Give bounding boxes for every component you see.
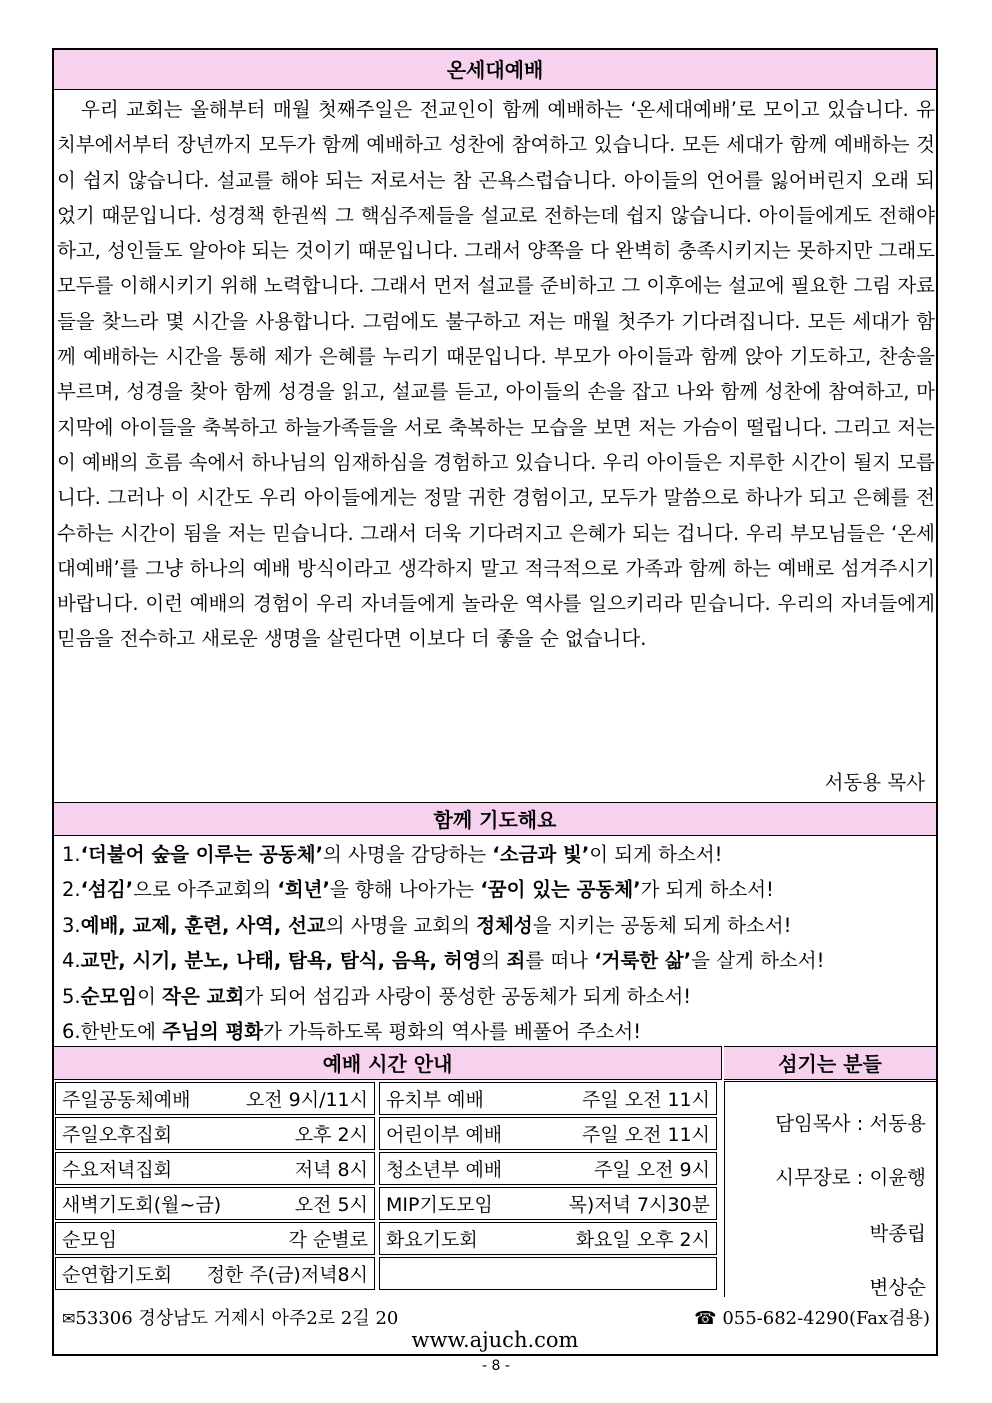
schedule-time: 정한 주(금)저녁8시 (206, 1264, 368, 1286)
prayer-text: 의 (481, 949, 507, 973)
schedule-cell (55, 1222, 375, 1255)
schedule-cell (55, 1117, 375, 1150)
schedule-cell (55, 1257, 375, 1290)
schedule-row (54, 1116, 722, 1151)
prayer-text: 을 지키는 공동체 되게 하소서! (532, 913, 792, 937)
schedule-row (54, 1256, 722, 1291)
schedule-time: 오전 9시/11시 (245, 1089, 368, 1111)
schedule-event: 순연합기도회 (62, 1264, 173, 1286)
schedule-cell (55, 1187, 375, 1220)
prayer-item (62, 837, 932, 872)
prayer-text: 2. (62, 878, 81, 902)
prayer-text: 으로 아주교회의 (133, 878, 278, 902)
schedule-event: 주일공동체예배 (62, 1089, 191, 1111)
schedule-row (54, 1081, 722, 1116)
prayer-text: ‘희년’ (277, 878, 330, 902)
prayer-text: 의 사명을 감당하는 (323, 843, 493, 866)
prayer-text: 를 떠나 (525, 949, 595, 973)
prayer-item (62, 1014, 932, 1049)
prayer-text: 교만, 시기, 분노, 나태, 탐욕, 탐식, 음욕, 허영 (80, 949, 482, 973)
mail-icon: ✉ (62, 1309, 76, 1328)
schedule-time: 주일 오전 9시 (594, 1159, 710, 1181)
prayer-text: 을 향해 나아가는 (329, 878, 481, 902)
prayer-text: 죄 (506, 949, 526, 973)
schedule-time: 저녁 8시 (294, 1159, 368, 1181)
prayer-text: 이 되게 하소서! (589, 843, 723, 866)
schedule-event: 순모임 (62, 1229, 118, 1251)
prayer-text: 을 살게 하소서! (691, 949, 825, 973)
schedule-cell (379, 1222, 717, 1255)
prayer-text: ‘더불어 숲을 이루는 공동체’ (80, 843, 323, 866)
prayer-item (62, 943, 932, 978)
prayer-text: 5. (62, 984, 81, 1008)
server-line: 시무장로 : 이윤행 (775, 1166, 926, 1189)
schedule-cell (55, 1082, 375, 1115)
schedule-event: 주일오후집회 (62, 1124, 173, 1146)
prayer-text: 가 가득하도록 평화의 역사를 베풀어 주소서! (263, 1020, 642, 1044)
servers-title: 섬기는 분들 (724, 1046, 936, 1080)
schedule-row (54, 1186, 722, 1221)
phone-icon: ☎ (694, 1308, 723, 1329)
prayer-text: 예배, 교제, 훈련, 사역, 선교 (80, 913, 326, 937)
footer (54, 1302, 936, 1354)
page-number: - 8 - (482, 1358, 510, 1374)
prayer-text: 작은 교회 (162, 984, 245, 1008)
prayer-text: ‘거룩한 삶’ (594, 949, 692, 973)
schedule-table (54, 1081, 722, 1291)
prayer-text: ‘꿈이 있는 공동체’ (480, 878, 641, 902)
website-link[interactable]: www.ajuch.com (411, 1328, 579, 1352)
prayer-text: 4. (62, 949, 81, 973)
prayer-list (62, 837, 932, 1049)
prayer-title: 함께 기도해요 (54, 802, 936, 836)
servers-list (724, 1081, 936, 1297)
schedule-cell (379, 1082, 717, 1115)
server-line: 박종립 (869, 1222, 926, 1245)
prayer-text: 의 사명을 교회의 (325, 913, 477, 937)
server-line: 변상순 (869, 1276, 926, 1299)
prayer-item (62, 872, 932, 907)
schedule-cell (379, 1187, 717, 1220)
schedule-event: 화요기도회 (386, 1229, 478, 1251)
schedule-row (54, 1151, 722, 1186)
worship-essay (57, 92, 935, 800)
schedule-cell (379, 1117, 717, 1150)
worship-signature: 서동용 목사 (824, 770, 925, 794)
schedule-time: 목)저녁 7시30분 (568, 1194, 710, 1216)
schedule-event: 수요저녁집회 (62, 1159, 173, 1181)
schedule-cell (55, 1152, 375, 1185)
server-line: 담임목사 : 서동용 (775, 1112, 926, 1135)
worship-title: 온세대예배 (54, 50, 936, 90)
schedule-event: 유치부 예배 (386, 1089, 484, 1111)
schedule-cell (379, 1152, 717, 1185)
schedule-time: 오후 2시 (294, 1124, 368, 1146)
schedule-cell (379, 1257, 717, 1290)
schedule-time: 각 순별로 (288, 1229, 368, 1251)
prayer-item (62, 979, 932, 1014)
schedule-event: 어린이부 예배 (386, 1124, 503, 1146)
bulletin-frame (52, 48, 938, 1356)
schedule-time: 주일 오전 11시 (581, 1124, 710, 1146)
prayer-text: ‘섬김’ (80, 878, 134, 902)
address-text: 53306 경상남도 거제시 아주2로 2길 20 (75, 1308, 399, 1329)
phone (694, 1304, 930, 1330)
prayer-item (62, 908, 932, 943)
phone-text: 055-682-4290(Fax겸용) (722, 1308, 930, 1329)
prayer-text: 가 되게 하소서! (640, 878, 774, 902)
prayer-text: 정체성 (476, 913, 533, 937)
schedule-row (54, 1221, 722, 1256)
address (62, 1304, 398, 1330)
schedule-event: 청소년부 예배 (386, 1159, 503, 1181)
prayer-text: 순모임 (80, 984, 138, 1008)
schedule-event: 새벽기도회(월~금) (62, 1194, 222, 1216)
prayer-text: 6.한반도에 (62, 1020, 163, 1044)
schedule-time: 화요일 오후 2시 (575, 1229, 710, 1251)
prayer-text: 3. (62, 913, 81, 937)
schedule-time: 주일 오전 11시 (581, 1089, 710, 1111)
schedule-title: 예배 시간 안내 (54, 1046, 722, 1080)
schedule-time: 오전 5시 (294, 1194, 368, 1216)
schedule-event: MIP기도모임 (386, 1194, 493, 1216)
prayer-text: ‘소금과 빛’ (492, 843, 590, 866)
prayer-text: 주님의 평화 (162, 1020, 264, 1044)
worship-essay-body: 우리 교회는 올해부터 매월 첫째주일은 전교인이 함께 예배하는 ‘온세대예배’로 모이고 있습니다. 유치부에서부터 장년까지 모두가 함께 예배하고 성찬에 참여하고 있습니다. 모든 세대가 함께 예배하는 것이 쉽지 않습니다. 설교를 해야 되는 저로서는 참 곤욕스럽습니다. 아이들의 언어를 잃어버린지 오래 되었기 때문입니다. 성경책 한권씩 그 핵심주제들을 설교로 전하는데 쉽지 않습니다. 아이들에게도 전해야 하고, 성인들도 알아야 되는 것이기 때문입니다. 그래서 양쪽을 다 완벽히 충족시키지는 못하지만 그래도 모두를 이해시키기 위해 노력합니다. 그래서 먼저 설교를 준비하고 그 이후에는 설교에 필요한 그림 자료들을 찾느라 몇 시간을 사용합니다. 그럼에도 불구하고 저는 매월 첫주가 기다려집니다. 모든 세대가 함께 예배하는 시간을 통해 제가 은혜를 누리기 때문입니다. 부모가 아이들과 함께 앉아 기도하고, 찬송을 부르며, 성경을 찾아 함께 성경을 읽고, 설교를 듣고, 아이들의 손을 잡고 나와 함께 성찬에 참여하고, 마지막에 아이들을 축복하고 하늘가족들을 서로 축복하는 모습을 보면 저는 가슴이 떨립니다. 그리고 저는 이 예배의 흐름 속에서 하나님의 임재하심을 경험하고 있습니다. 우리 아이들은 지루한 시간이 될지 모릅니다. 그러나 이 시간도 우리 아이들에게는 정말 귀한 경험이고, 모두가 말씀으로 하나가 되고 은혜를 전수하는 시간이 됨을 저는 믿습니다. 그래서 더욱 기다려지고 은혜가 되는 겁니다. 우리 부모님들은 ‘온세대예배’를 그냥 하나의 예배 방식이라고 생각하지 말고 적극적으로 가족과 함께 하는 예배로 섬겨주시기 바랍니다. 이런 예배의 경험이 우리 자녀들에게 놀라운 역사를 일으키리라 믿습니다. 우리의 자녀들에게 믿음을 전수하고 새로운 생명을 살린다면 이보다 더 좋을 순 없습니다. (57, 98, 935, 651)
prayer-text: 이 (137, 984, 163, 1008)
prayer-text: 1. (62, 843, 81, 866)
prayer-text: 가 되어 섬김과 사랑이 풍성한 공동체가 되게 하소서! (244, 984, 692, 1008)
